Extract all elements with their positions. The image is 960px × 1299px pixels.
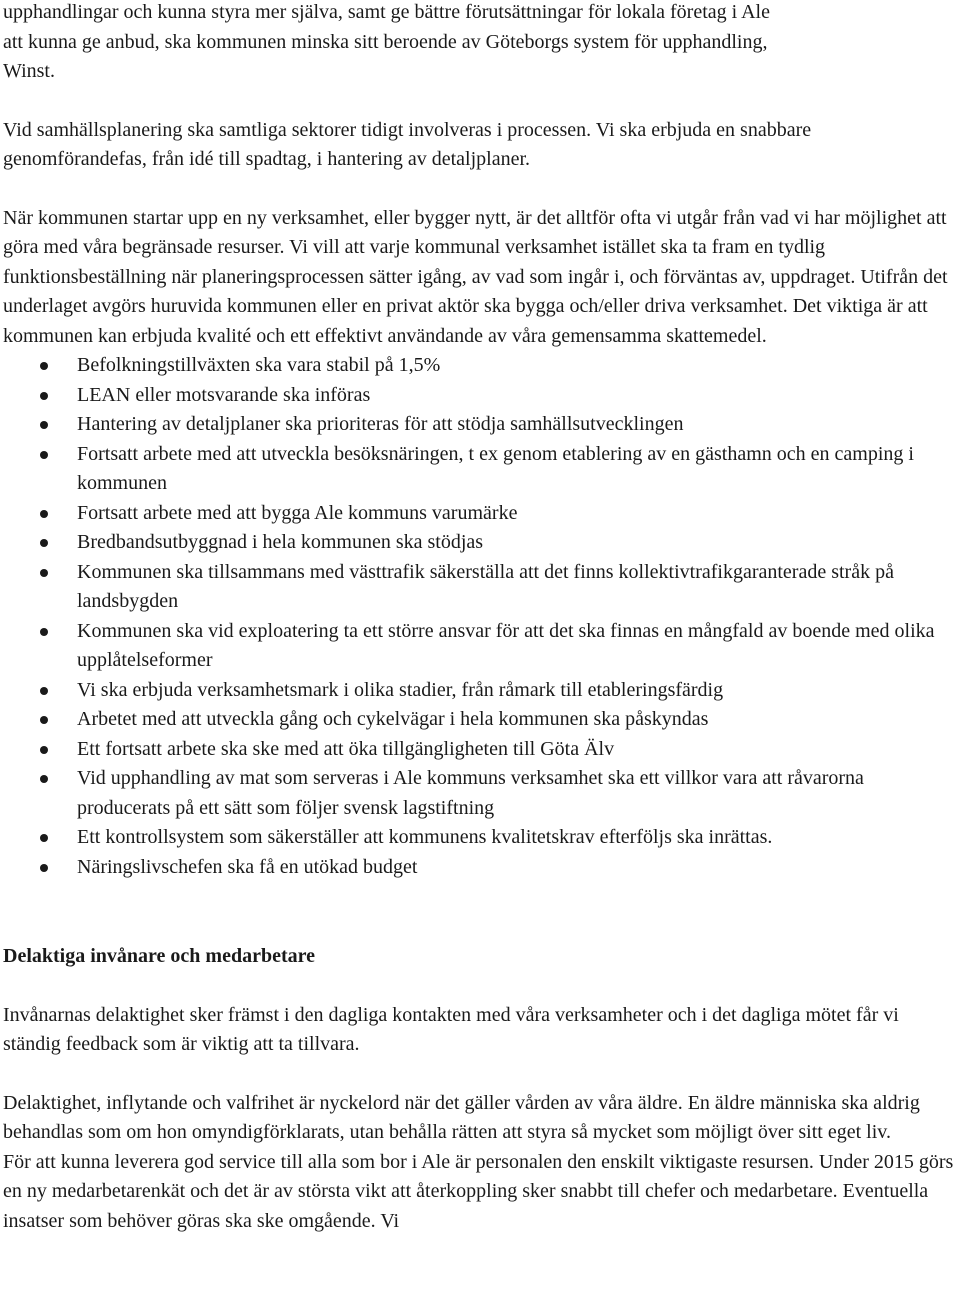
new-activity-paragraph: När kommunen startar upp en ny verksamhet, eller bygger nytt, är det alltför ofta vi utgår från vad vi har möjlighet att göra med våra begränsade resurser. Vi vill att varje kommunal verksamhet istället ska ta fram en tydlig funktionsbeställning när planeringsprocessen sätter igång, av vad som ingår i, och förväntas av, uppdraget. Utifrån det underlaget avgörs huruvida kommunen eller en privat aktör ska bygga och/eller driva verksamhet. Det viktiga är att kommunen kan erbjuda kvalité och ett effektivt användande av våra gemensamma skattemedel. xyxy=(3,206,948,347)
planning-paragraph: Vid samhällsplanering ska samtliga sektorer tidigt involveras i processen. Vi ska erbjuda en snabbare genomförandefas, från idé till spadtag, i hantering av detaljplaner. xyxy=(3,118,812,170)
bullet-icon xyxy=(40,864,48,872)
bullet-icon xyxy=(40,392,48,400)
residents-paragraph: Invånarnas delaktighet sker främst i den dagliga kontakten med våra verksamheter och i det dagliga mötet får vi ständig feedback som är viktig att ta tillvara. xyxy=(3,1003,899,1055)
bullet-icon xyxy=(40,834,48,842)
list-item-text: Vid upphandling av mat som serveras i Ale kommuns verksamhet ska ett villkor vara att råvarorna producerats på ett sätt som följer svensk lagstiftning xyxy=(77,767,864,819)
bullet-icon xyxy=(40,716,48,724)
bullet-icon xyxy=(40,775,48,783)
list-item-text: Bredbandsutbyggnad i hela kommunen ska stödjas xyxy=(77,531,484,553)
elderly-paragraph: Delaktighet, inflytande och valfrihet är nyckelord när det gäller vården av våra äldre. En äldre människa ska aldrig behandlas som om hon omyndigförklarats, utan behålla rätten att styra så mycket som möjligt över sitt eget liv. xyxy=(3,1091,920,1143)
list-item xyxy=(3,499,958,529)
list-item xyxy=(3,381,958,411)
intro-paragraph xyxy=(3,0,958,87)
list-item-text: Näringslivschefen ska få en utökad budget xyxy=(77,855,418,878)
list-item xyxy=(3,705,958,735)
list-item-text: Vi ska erbjuda verksamhetsmark i olika stadier, från råmark till etableringsfärdig xyxy=(77,678,724,701)
list-item-text: Befolkningstillväxten ska vara stabil på 1,5% xyxy=(77,354,441,376)
list-item xyxy=(3,853,958,883)
list-item xyxy=(3,528,958,558)
list-item xyxy=(3,735,958,765)
list-item-text: Ett kontrollsystem som säkerställer att kommunens kvalitetskrav efterföljs ska inrättas. xyxy=(77,826,773,848)
bullet-icon xyxy=(40,687,48,695)
intro-line: att kunna ge anbud, ska kommunen minska sitt beroende av Göteborgs system för upphandling, xyxy=(3,30,768,53)
bullet-icon xyxy=(40,421,48,429)
list-item xyxy=(3,676,958,706)
list-item-text: Ett fortsatt arbete ska ske med att öka tillgängligheten till Göta Älv xyxy=(77,737,615,760)
list-item xyxy=(3,440,958,499)
list-item-text: Kommunen ska vid exploatering ta ett större ansvar för att det ska finnas en mångfald av boende med olika upplåtelseformer xyxy=(77,619,935,671)
bullet-icon xyxy=(40,569,48,577)
bullet-icon xyxy=(40,362,48,370)
list-item xyxy=(3,617,958,676)
staff-paragraph: För att kunna leverera god service till alla som bor i Ale är personalen den enskilt viktigaste resursen. Under 2015 görs en ny medarbetarenkät och det är av största vikt att återkoppling sker snabbt till chefer och medarbetare. Eventuella insatser som behöver göras ska ske omgående. Vi xyxy=(3,1150,954,1232)
list-item xyxy=(3,823,958,853)
document-page xyxy=(3,0,958,1236)
bullet-icon xyxy=(40,746,48,754)
section-heading: Delaktiga invånare och medarbetare xyxy=(3,945,316,967)
bullet-icon xyxy=(40,539,48,547)
list-item-text: Fortsatt arbete med att utveckla besöksnäringen, t ex genom etablering av en gästhamn och en camping i kommunen xyxy=(77,442,914,494)
list-item-text: Hantering av detaljplaner ska prioriteras för att stödja samhällsutvecklingen xyxy=(77,413,684,435)
list-item-text: LEAN eller motsvarande ska införas xyxy=(77,383,371,406)
intro-line: upphandlingar och kunna styra mer själva, samt ge bättre förutsättningar för lokala företag i Ale xyxy=(3,1,770,23)
list-item-text: Fortsatt arbete med att bygga Ale kommuns varumärke xyxy=(77,501,518,524)
list-item xyxy=(3,764,958,823)
list-item xyxy=(3,351,958,381)
bullet-icon xyxy=(40,628,48,636)
list-item xyxy=(3,410,958,440)
list-item-text: Arbetet med att utveckla gång och cykelvägar i hela kommunen ska påskyndas xyxy=(77,708,709,730)
bullet-icon xyxy=(40,510,48,518)
list-item-text: Kommunen ska tillsammans med västtrafik säkerställa att det finns kollektivtrafikgaranterade stråk på landsbygden xyxy=(77,560,894,612)
bullet-icon xyxy=(40,451,48,459)
intro-line: Winst. xyxy=(3,60,55,82)
list-item xyxy=(3,558,958,617)
goals-list xyxy=(3,351,958,882)
